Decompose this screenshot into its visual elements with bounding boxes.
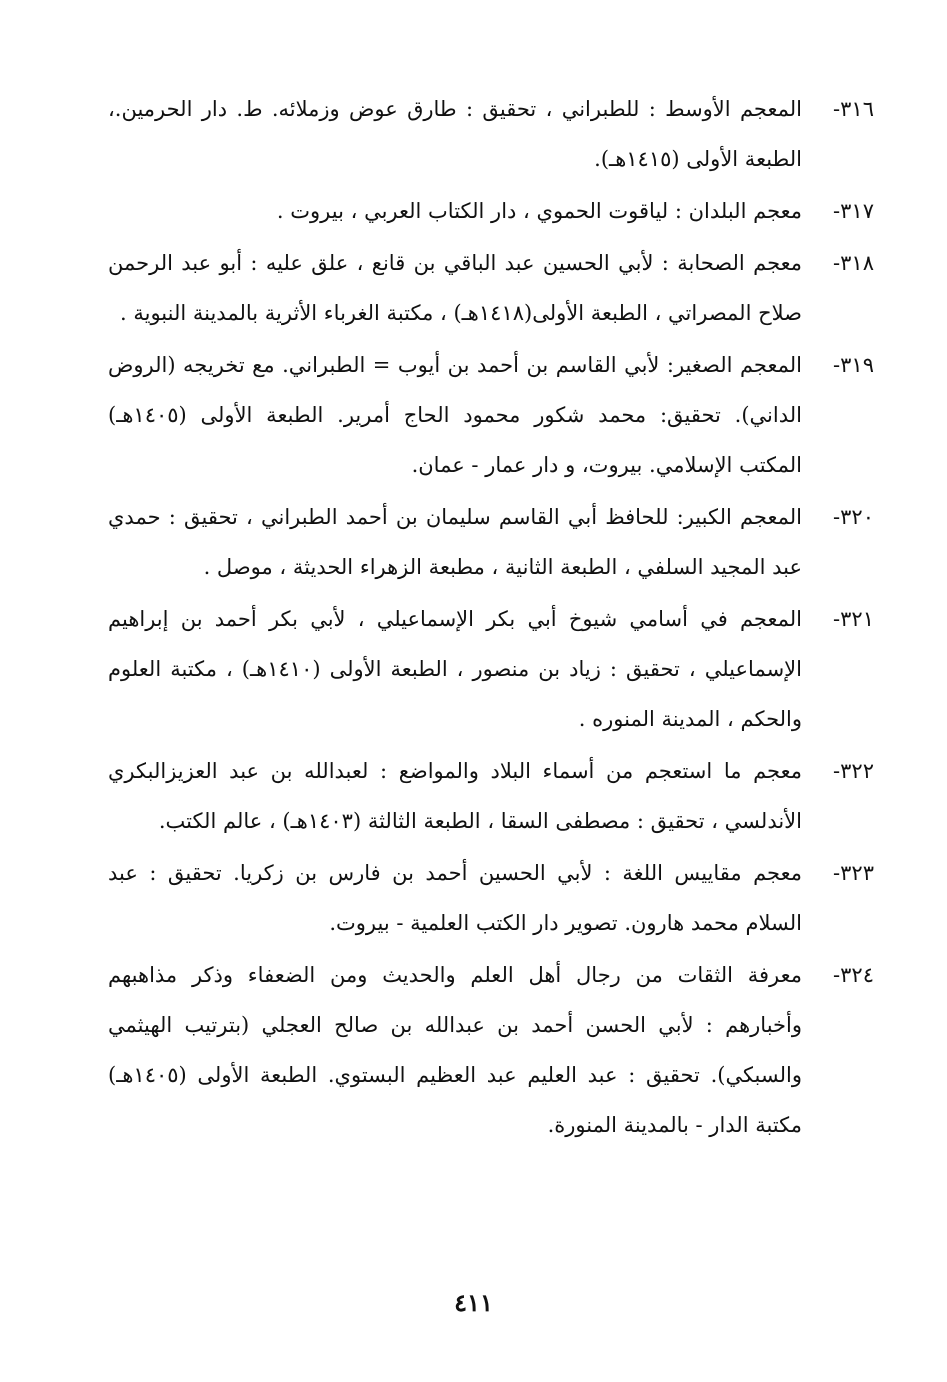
bibliography-entry bbox=[108, 186, 874, 236]
entry-number: ٣١٧- bbox=[833, 199, 874, 223]
entry-number: ٣٢٢- bbox=[833, 759, 874, 783]
bibliography-entry bbox=[108, 84, 874, 184]
bibliography-entry bbox=[108, 238, 874, 338]
entry-number: ٣١٨- bbox=[833, 251, 874, 275]
entry-number: ٣٢١- bbox=[833, 607, 874, 631]
bibliography-entry bbox=[108, 492, 874, 592]
entry-text: معرفة الثقات من رجال أهل العلم والحديث ومن الضعفاء وذكر مذاهبهم وأخبارهم : لأبي الحسن أحمد بن عبدالله بن صالح العجلي (بترتيب الهيثمي والسبكي). تحقيق : عبد العليم عبد العظيم البستوي. الطبعة الأولى (١٤٠٥هـ) مكتبة الدار - بالمدينة المنورة. bbox=[108, 963, 802, 1137]
bibliography-list bbox=[108, 84, 874, 1152]
entry-number: ٣٢٠- bbox=[833, 505, 874, 529]
entry-text: معجم البلدان : لياقوت الحموي ، دار الكتاب العربي ، بيروت . bbox=[276, 199, 802, 223]
entry-text: معجم مقاييس اللغة : لأبي الحسين أحمد بن فارس بن زكريا. تحقيق : عبد السلام محمد هارون. تصوير دار الكتب العلمية - بيروت. bbox=[108, 861, 802, 935]
bibliography-entry bbox=[108, 950, 874, 1150]
entry-text: المعجم الصغير: لأبي القاسم بن أحمد بن أيوب = الطبراني. مع تخريجه (الروض الداني). تحقيق: محمد شكور محمود الحاج أمرير. الطبعة الأولى (١٤٠٥هـ) المكتب الإسلامي. بيروت، و دار عمار - عمان. bbox=[108, 353, 802, 477]
entry-text: المعجم في أسامي شيوخ أبي بكر الإسماعيلي ، لأبي بكر أحمد بن إبراهيم الإسماعيلي ، تحقيق : زياد بن منصور ، الطبعة الأولى (١٤١٠هـ) ، مكتبة العلوم والحكم ، المدينة المنوره . bbox=[108, 607, 802, 731]
entry-text: المعجم الكبير: للحافظ أبي القاسم سليمان بن أحمد الطبراني ، تحقيق : حمدي عبد المجيد السلفي ، الطبعة الثانية ، مطبعة الزهراء الحديثة ، موصل . bbox=[108, 505, 802, 579]
entry-number: ٣٢٤- bbox=[833, 963, 874, 987]
entry-text: المعجم الأوسط : للطبراني ، تحقيق : طارق عوض وزملائه. ط. دار الحرمين.، الطبعة الأولى (١٤١٥هـ). bbox=[108, 97, 802, 171]
page-number: ٤١١ bbox=[454, 1288, 493, 1317]
entry-text: معجم الصحابة : لأبي الحسين عبد الباقي بن قانع ، علق عليه : أبو عبد الرحمن صلاح المصراتي ، الطبعة الأولى(١٤١٨هـ) ، مكتبة الغرباء الأثرية بالمدينة النبوية . bbox=[108, 251, 802, 325]
entry-number: ٣٢٣- bbox=[833, 861, 874, 885]
entry-text: معجم ما استعجم من أسماء البلاد والمواضع : لعبدالله بن عبد العزيزالبكري الأندلسي ، تحقيق : مصطفى السقا ، الطبعة الثالثة (١٤٠٣هـ) ، عالم الكتب. bbox=[108, 759, 802, 833]
entry-number: ٣١٦- bbox=[833, 97, 874, 121]
entry-number: ٣١٩- bbox=[833, 353, 874, 377]
bibliography-entry bbox=[108, 848, 874, 948]
bibliography-entry bbox=[108, 746, 874, 846]
bibliography-entry bbox=[108, 340, 874, 490]
bibliography-entry bbox=[108, 594, 874, 744]
